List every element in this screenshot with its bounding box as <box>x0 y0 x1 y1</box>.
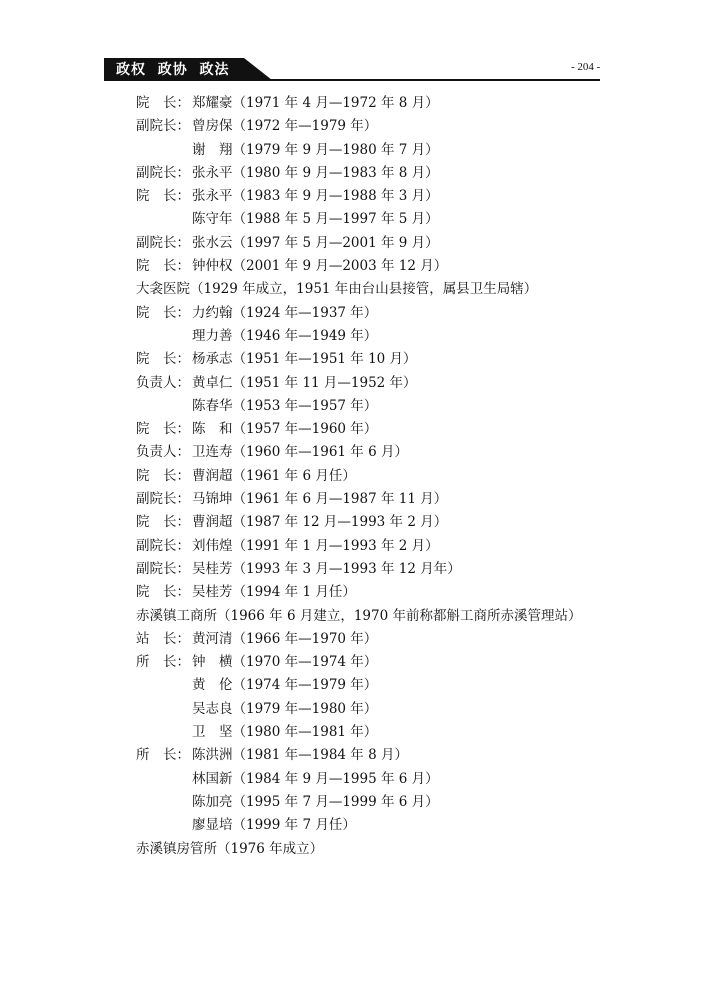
person-entry: 张永平（1983 年 9 月—1988 年 3 月） <box>192 188 439 205</box>
personnel-line <box>136 162 616 185</box>
personnel-line <box>136 348 616 371</box>
person-entry: 张永平（1980 年 9 月—1983 年 8 月） <box>192 164 439 181</box>
section-title: 政权 政协 政法 <box>116 62 230 78</box>
section-heading-text: 赤溪镇房管所（1976 年成立） <box>136 840 324 857</box>
personnel-line <box>136 185 616 208</box>
personnel-line <box>136 302 616 325</box>
role-label: 副院长： <box>136 118 190 135</box>
personnel-line <box>136 372 616 395</box>
section-heading-text: 大衾医院（1929 年成立，1951 年由台山县接管，属县卫生局辖） <box>136 281 538 298</box>
role-label: 院 长： <box>136 304 190 321</box>
personnel-line <box>136 744 616 767</box>
personnel-line <box>136 488 616 511</box>
role-label: 站 长： <box>136 630 190 647</box>
personnel-line <box>136 558 616 581</box>
personnel-line <box>136 814 616 837</box>
personnel-line <box>136 441 616 464</box>
person-entry: 陈加亮（1995 年 7 月—1999 年 6 月） <box>192 793 439 810</box>
personnel-line <box>136 721 616 744</box>
personnel-line <box>136 255 616 278</box>
person-entry: 吴桂芳（1994 年 1 月任） <box>192 584 356 601</box>
personnel-line <box>136 92 616 115</box>
personnel-line <box>136 232 616 255</box>
role-label: 副院长： <box>136 537 190 554</box>
personnel-line <box>136 628 616 651</box>
person-entry: 陈守年（1988 年 5 月—1997 年 5 月） <box>192 211 439 228</box>
personnel-line <box>136 768 616 791</box>
personnel-line <box>136 674 616 697</box>
role-label: 副院长： <box>136 560 190 577</box>
person-entry: 理力善（1946 年—1949 年） <box>192 327 378 344</box>
person-entry: 卫 坚（1980 年—1981 年） <box>192 724 378 741</box>
person-entry: 力约翰（1924 年—1937 年） <box>192 304 378 321</box>
role-label: 院 长： <box>136 421 190 438</box>
role-label: 负责人： <box>136 374 190 391</box>
role-label: 院 长： <box>136 258 190 275</box>
section-heading-text: 赤溪镇工商所（1966 年 6 月建立，1970 年前称都斛工商所赤溪管理站） <box>136 607 582 624</box>
person-entry: 杨承志（1951 年—1951 年 10 月） <box>192 351 417 368</box>
personnel-line <box>136 511 616 534</box>
person-entry: 马锦坤（1961 年 6 月—1987 年 11 月） <box>192 491 448 508</box>
person-entry: 曾房保（1972 年—1979 年） <box>192 118 378 135</box>
document-body <box>136 92 616 861</box>
page-number: - 204 - <box>571 61 601 73</box>
person-entry: 吴志良（1979 年—1980 年） <box>192 700 378 717</box>
personnel-line <box>136 325 616 348</box>
person-entry: 钟 横（1970 年—1974 年） <box>192 654 378 671</box>
role-label: 负责人： <box>136 444 190 461</box>
personnel-line <box>136 535 616 558</box>
role-label: 院 长： <box>136 95 190 111</box>
person-entry: 吴桂芳（1993 年 3 月—1993 年 12 月年） <box>192 560 461 577</box>
person-entry: 林国新（1984 年 9 月—1995 年 6 月） <box>192 770 439 787</box>
role-label: 副院长： <box>136 491 190 508</box>
personnel-line <box>136 581 616 604</box>
personnel-line <box>136 418 616 441</box>
role-label: 院 长： <box>136 351 190 368</box>
person-entry: 曹润超（1961 年 6 月任） <box>192 467 356 484</box>
person-entry: 陈洪洲（1981 年—1984 年 8 月） <box>192 747 408 764</box>
section-heading <box>136 838 616 861</box>
role-label: 所 长： <box>136 654 190 671</box>
role-label: 所 长： <box>136 747 190 764</box>
person-entry: 刘伟煌（1991 年 1 月—1993 年 2 月） <box>192 537 439 554</box>
person-entry: 谢 翔（1979 年 9 月—1980 年 7 月） <box>192 141 439 158</box>
role-label: 副院长： <box>136 164 190 181</box>
header-rule <box>104 79 600 81</box>
personnel-line <box>136 208 616 231</box>
person-entry: 陈 和（1957 年—1960 年） <box>192 421 378 438</box>
person-entry: 黄河清（1966 年—1970 年） <box>192 630 378 647</box>
personnel-line <box>136 139 616 162</box>
person-entry: 郑耀豪（1971 年 4 月—1972 年 8 月） <box>192 95 439 111</box>
person-entry: 黄 伦（1974 年—1979 年） <box>192 677 378 694</box>
personnel-line <box>136 115 616 138</box>
role-label: 院 长： <box>136 584 190 601</box>
person-entry: 张水云（1997 年 5 月—2001 年 9 月） <box>192 234 439 251</box>
person-entry: 黄卓仁（1951 年 11 月—1952 年） <box>192 374 417 391</box>
personnel-line <box>136 651 616 674</box>
role-label: 院 长： <box>136 188 190 205</box>
personnel-line <box>136 791 616 814</box>
person-entry: 廖显培（1999 年 7 月任） <box>192 817 356 834</box>
section-heading <box>136 278 616 301</box>
role-label: 院 长： <box>136 467 190 484</box>
role-label: 院 长： <box>136 514 190 531</box>
personnel-line <box>136 465 616 488</box>
person-entry: 曹润超（1987 年 12 月—1993 年 2 月） <box>192 514 448 531</box>
personnel-line <box>136 698 616 721</box>
person-entry: 卫连寿（1960 年—1961 年 6 月） <box>192 444 408 461</box>
role-label: 副院长： <box>136 234 190 251</box>
person-entry: 钟仲权（2001 年 9 月—2003 年 12 月） <box>192 258 448 275</box>
person-entry: 陈春华（1953 年—1957 年） <box>192 397 378 414</box>
personnel-line <box>136 395 616 418</box>
section-heading <box>136 605 616 628</box>
